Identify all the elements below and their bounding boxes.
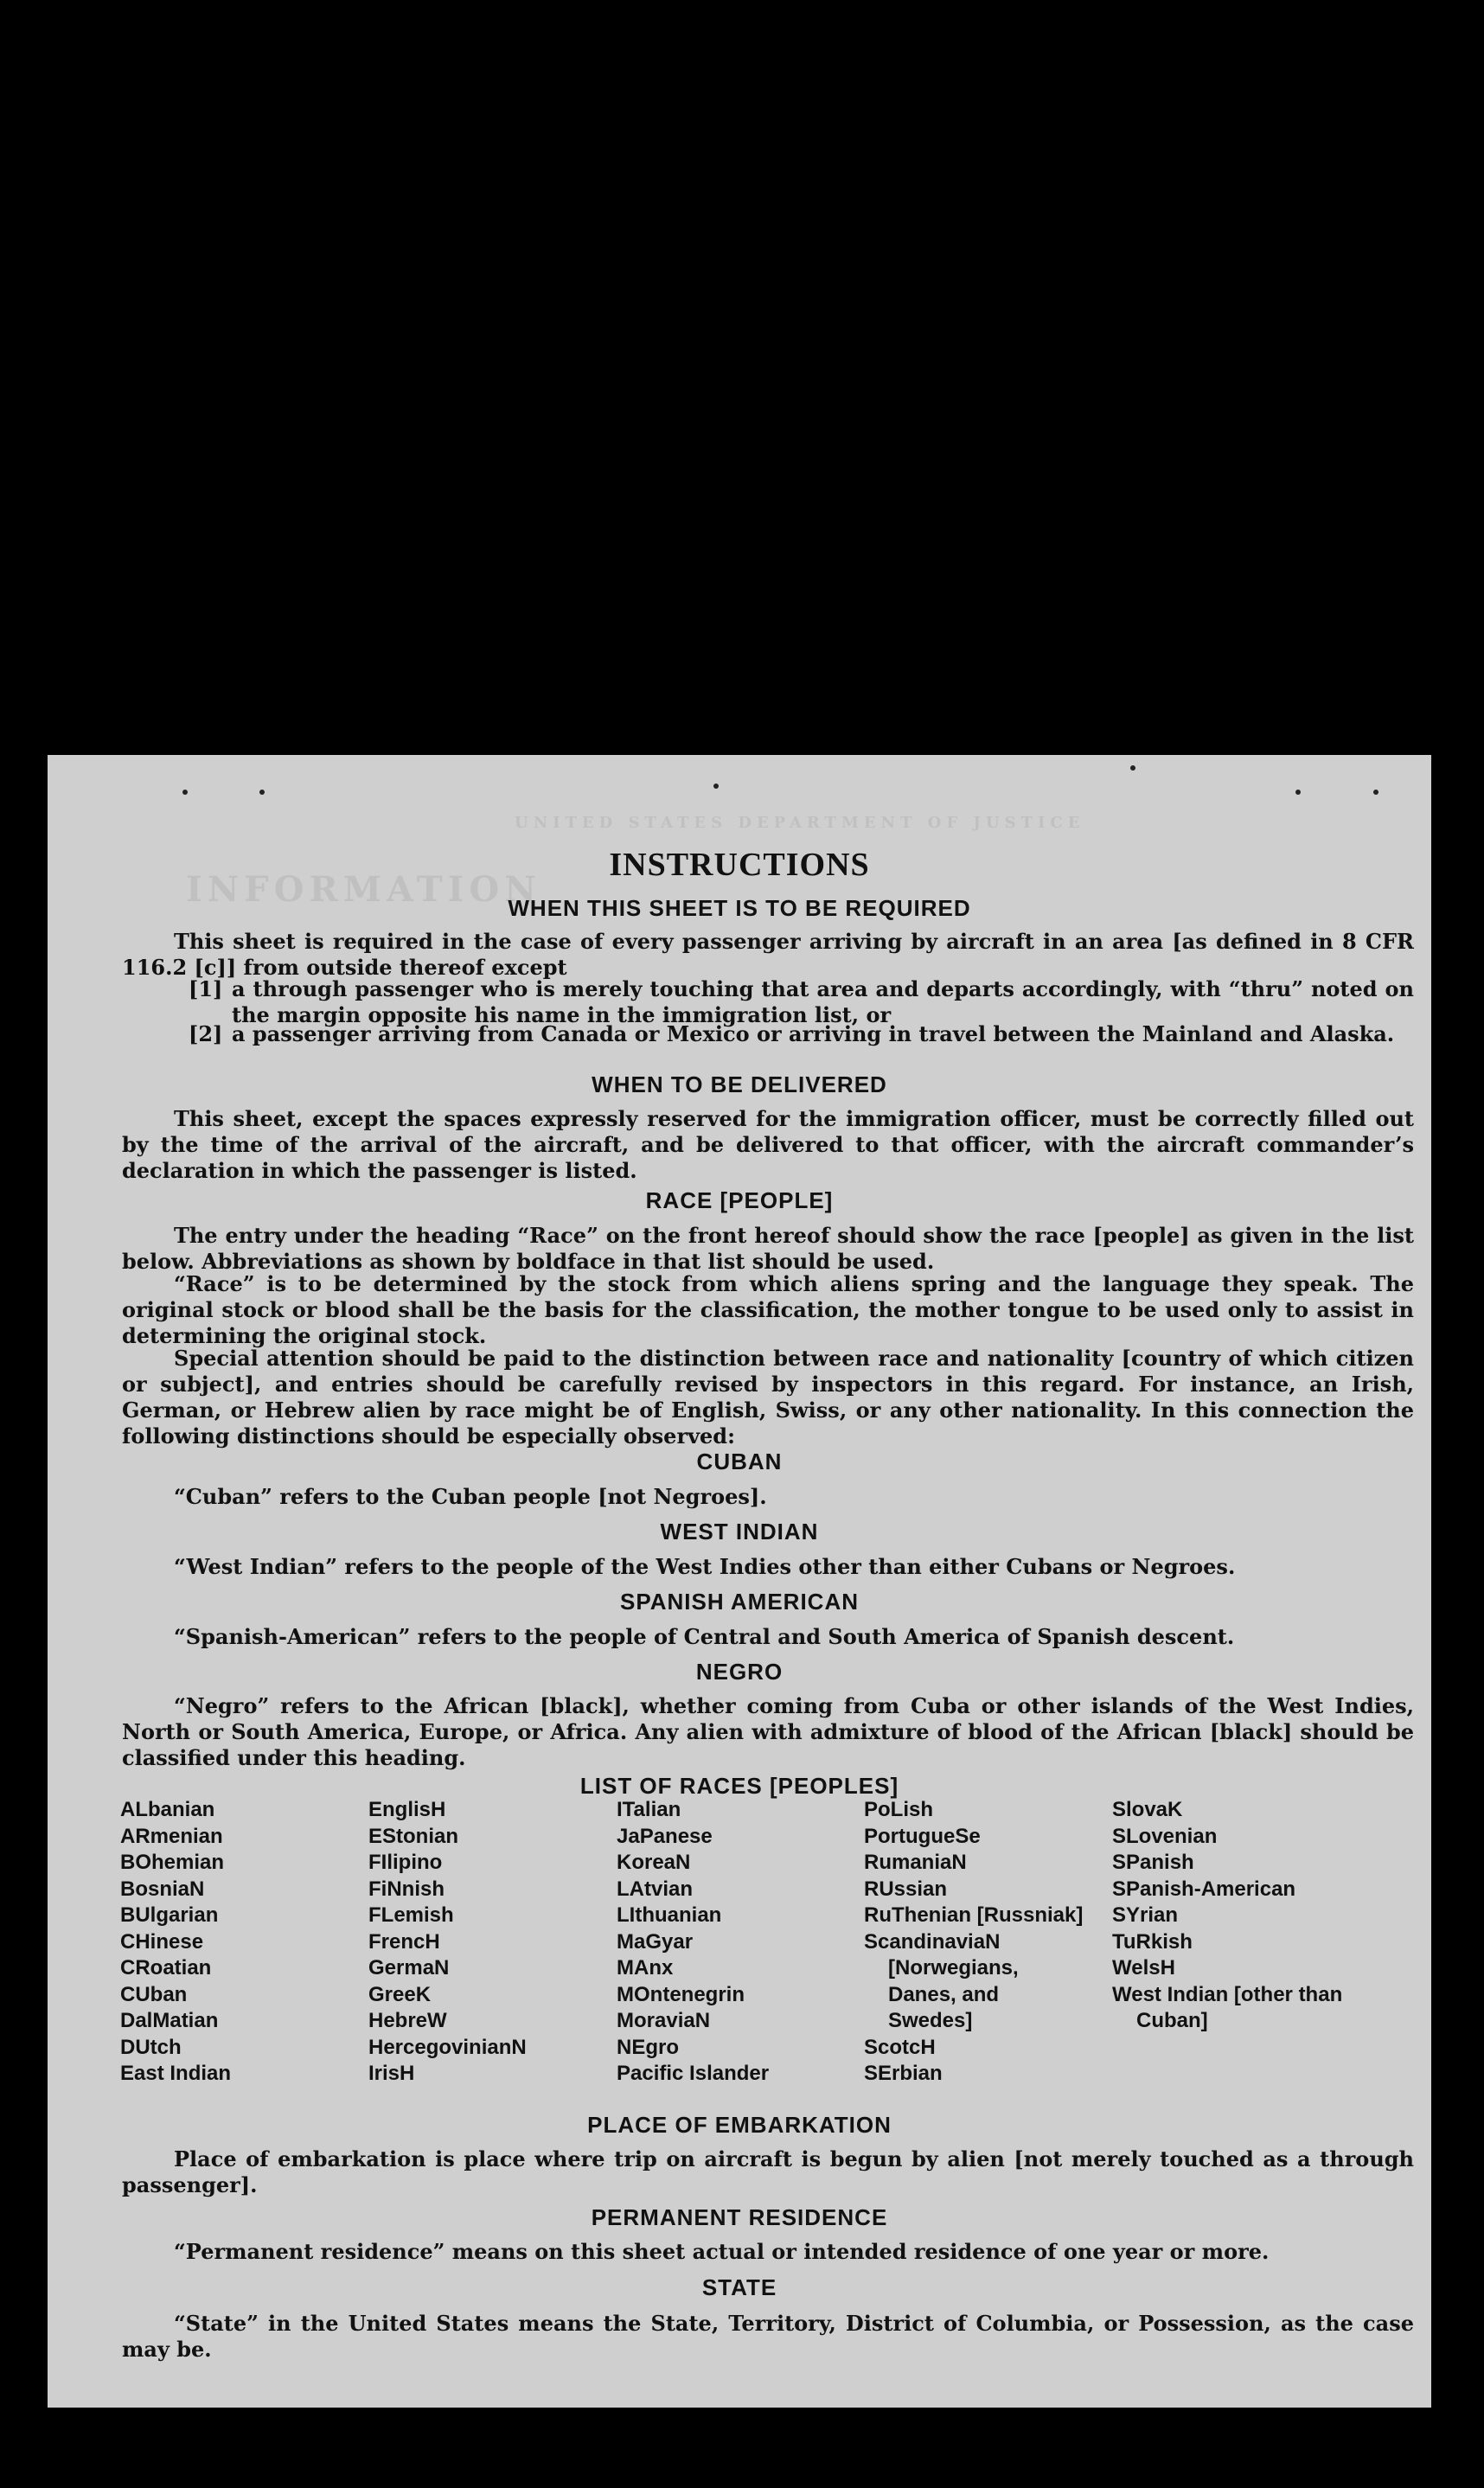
punch-dot (1295, 790, 1301, 795)
heading-state: STATE (701, 2274, 777, 2300)
race-item: LIthuanian (617, 1903, 722, 1927)
when-delivered-text: This sheet, except the spaces expressly reserved for the immigration officer, must be correctly filled out by the time of the arrival of the aircraft, and be delivered to that officer, with the aircraft commander’s declaration in which the passenger is listed. (122, 1106, 1414, 1183)
spanish-american-text: “Spanish-American” refers to the people of Central and South America of Spanish descent. (174, 1624, 1235, 1649)
race-item: PoLish (864, 1798, 934, 1821)
race-item: FrencH (368, 1929, 440, 1954)
race-item: GermaN (368, 1956, 450, 1980)
page-title: INSTRUCTIONS (609, 847, 870, 883)
heading-spanish-american: SPANISH AMERICAN (619, 1589, 859, 1615)
heading-when-delivered: WHEN TO BE DELIVERED (592, 1071, 887, 1097)
race-item: EStonian (368, 1824, 459, 1848)
state-text: “State” in the United States means the State, Territory, District of Columbia, or Possession, as the case may be. (122, 2311, 1414, 2362)
heading-list-of-races: LIST OF RACES [PEOPLES] (579, 1773, 899, 1799)
race-item: SPanish (1112, 1851, 1194, 1874)
race-item: ARmenian (120, 1824, 223, 1848)
heading-embarkation: PLACE OF EMBARKATION (587, 2112, 892, 2138)
race-paragraph-1: The entry under the heading “Race” on the front hereof should show the race [people] as given in the list below. Abbreviations as shown by boldface in that list should be used. (122, 1223, 1414, 1274)
race-item: MoraviaN (617, 2009, 711, 2032)
item-text: a passenger arriving from Canada or Mexico or arriving in travel between the Mainland and Alaska. (232, 1021, 1395, 1046)
race-item: BosniaN (120, 1877, 205, 1901)
punch-dot (713, 783, 719, 789)
races-column (120, 1797, 231, 2088)
residence-text: “Permanent residence” means on this sheet actual or intended residence of one year or more. (174, 2239, 1270, 2264)
when-required-item (189, 1021, 1414, 1047)
race-item: BUlgarian (120, 1903, 219, 1927)
race-paragraph-2: “Race” is to be determined by the stock from which aliens spring and the language they speak. The original stock or blood shall be the basis for the classification, the mother tongue to be used only to assist in determining the original stock. (122, 1271, 1414, 1348)
race-item: ScandinaviaN [Norwegians, Danes, and Swedes] (864, 1929, 1019, 2032)
west-indian-text: “West Indian” refers to the people of the West Indies other than either Cubans or Negroes. (174, 1554, 1236, 1579)
race-item: ITalian (617, 1798, 681, 1821)
heading-west-indian: WEST INDIAN (660, 1519, 819, 1545)
item-number: [2] (189, 1021, 223, 1046)
race-item: JaPanese (617, 1824, 713, 1848)
race-item: ScotcH (864, 2035, 936, 2059)
punch-dot (259, 790, 265, 795)
bleed-through: INFORMATION (186, 869, 541, 910)
cuban-text: “Cuban” refers to the Cuban people [not Negroes]. (174, 1484, 767, 1509)
heading-negro: NEGRO (695, 1659, 784, 1685)
races-column (1112, 1797, 1363, 2035)
race-item: KoreaN (617, 1851, 691, 1874)
negro-text: “Negro” refers to the African [black], whether coming from Cuba or other islands of the West Indies, North or South America, Europe, or Africa. Any alien with admixture of blood of the African [black] should be classified under this heading. (122, 1693, 1414, 1770)
race-item: FIlipino (368, 1851, 443, 1874)
when-required-intro: This sheet is required in the case of every passenger arriving by aircraft in an area [as defined in 8 CFR 116.2 [c]] from outside thereof except (122, 929, 1414, 980)
race-item: Pacific Islander (617, 2062, 770, 2085)
race-item: HercegovinianN (368, 2035, 527, 2059)
race-item: SLovenian (1112, 1824, 1218, 1848)
heading-race: RACE [PEOPLE] (645, 1187, 834, 1213)
race-item: SPanish-American (1112, 1877, 1296, 1901)
race-item: TuRkish (1112, 1929, 1193, 1954)
race-item: FLemish (368, 1903, 454, 1927)
when-required-item (189, 976, 1414, 1028)
races-list (73, 1797, 1387, 2108)
race-item: IrisH (368, 2062, 415, 2085)
race-item: West Indian [other than Cuban] (1112, 1982, 1343, 2032)
race-item: HebreW (368, 2009, 447, 2032)
race-item: SYrian (1112, 1903, 1179, 1927)
race-item: GreeK (368, 1982, 432, 2006)
race-item: PortugueSe (864, 1824, 981, 1848)
race-item: LAtvian (617, 1877, 694, 1901)
race-item: MAnx (617, 1956, 674, 1980)
heading-when-required: WHEN THIS SHEET IS TO BE REQUIRED (508, 895, 971, 921)
race-item: SlovaK (1112, 1798, 1183, 1821)
punch-dot (1130, 765, 1135, 771)
race-item: SErbian (864, 2062, 943, 2085)
race-item: DUtch (120, 2035, 182, 2059)
races-column (864, 1797, 1084, 2088)
heading-cuban: CUBAN (696, 1449, 783, 1474)
race-item: DalMatian (120, 2009, 219, 2032)
instruction-sheet (48, 755, 1431, 2408)
race-item: CRoatian (120, 1956, 212, 1980)
race-item: RUssian (864, 1877, 948, 1901)
bleed-through: UNITED STATES DEPARTMENT OF JUSTICE (515, 814, 1085, 832)
race-item: BOhemian (120, 1851, 225, 1874)
race-item: EnglisH (368, 1798, 446, 1821)
race-item: MOntenegrin (617, 1982, 745, 2006)
race-paragraph-3: Special attention should be paid to the distinction between race and nationality [country of which citizen or subject], and entries should be carefully revised by inspectors in this regard. For instance, an Irish, German, or Hebrew alien by race might be of English, Swiss, or any other nationality. In this connection the following distinctions should be especially observed: (122, 1346, 1414, 1449)
item-text: a through passenger who is merely touching that area and departs accordingly, with “thru” noted on the margin opposite his name in the immigration list, or (232, 976, 1414, 1027)
races-column (368, 1797, 527, 2088)
punch-dot (182, 790, 188, 795)
races-column (617, 1797, 769, 2088)
race-item: NEgro (617, 2035, 679, 2059)
race-item: MaGyar (617, 1929, 694, 1954)
race-item: WelsH (1112, 1956, 1175, 1980)
race-item: CUban (120, 1982, 188, 2006)
race-item: FiNnish (368, 1877, 445, 1901)
race-item: RuThenian [Russniak] (864, 1903, 1084, 1927)
race-item: CHinese (120, 1929, 204, 1954)
race-item: RumaniaN (864, 1851, 967, 1874)
heading-residence: PERMANENT RESIDENCE (591, 2204, 888, 2230)
race-item: East Indian (120, 2062, 232, 2085)
punch-dot (1373, 790, 1378, 795)
item-number: [1] (189, 976, 223, 1001)
race-item: ALbanian (120, 1798, 215, 1821)
embarkation-text: Place of embarkation is place where trip on aircraft is begun by alien [not merely touched as a through passenger]. (122, 2146, 1414, 2197)
